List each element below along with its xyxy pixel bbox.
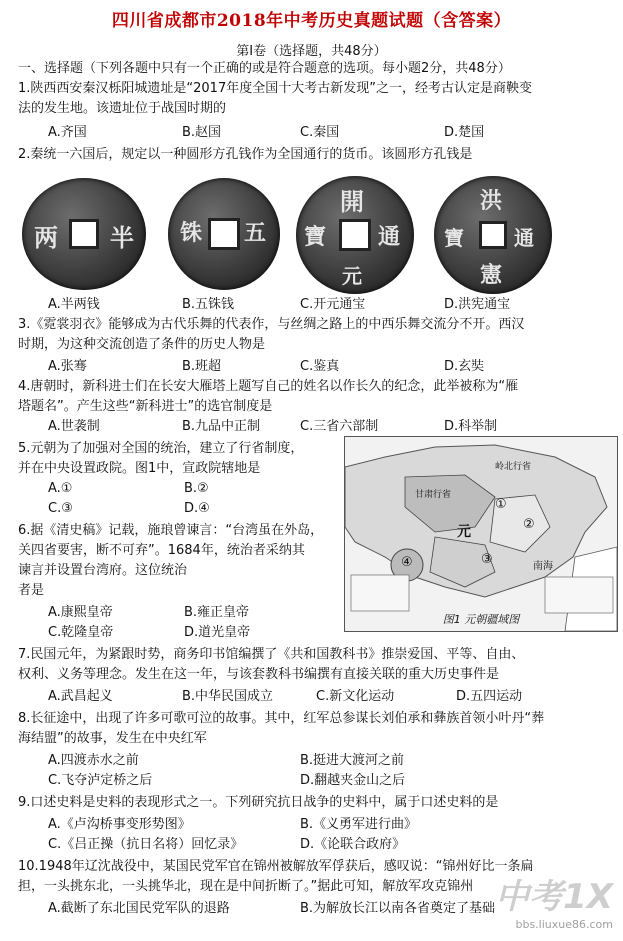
q4-line2: 塔题名”。产生这些“新科进士”的选官制度是 <box>18 399 273 414</box>
q8-option-b: B.挺进大渡河之前 <box>300 753 405 768</box>
map-marker-3: ③ <box>481 552 493 567</box>
q8-option-c: C.飞夺泸定桥之后 <box>48 773 153 788</box>
page-title: 四川省成都市2018年中考历史真题试题（含答案） <box>111 11 512 31</box>
q5-option-b: B.② <box>184 481 209 496</box>
q9-line1: 9.口述史料是史料的表现形式之一。下列研究抗日战争的史料中，属于口述史料的是 <box>18 795 499 810</box>
q6-option-b: B.雍正皇帝 <box>184 605 250 620</box>
q10-line2: 担，一头挑东北，一头挑华北，现在是中间折断了。”据此可知，解放军攻克锦州 <box>18 879 474 894</box>
q5-option-c: C.③ <box>48 501 73 516</box>
q7-option-b: B.中华民国成立 <box>182 689 274 704</box>
q6-line1: 6.据《清史稿》记载，施琅曾谏言：“台湾虽在外岛， <box>18 523 324 538</box>
q10-line1: 10.1948年辽沈战役中，某国民党军官在锦州被解放军俘获后，感叹说：“锦州好比一条扁 <box>18 859 534 874</box>
q3-line1: 3.《霓裳羽衣》能够成为古代乐舞的代表作，与丝绸之路上的中西乐舞交流分不开。西汉 <box>18 317 525 332</box>
q4-line1: 4.唐朝时，新科进士们在长安大雁塔上题写自己的姓名以作长久的纪念，此举被称为“雁 <box>18 379 519 394</box>
q5-option-a: A.① <box>48 481 73 496</box>
q1-option-b: B.赵国 <box>182 125 222 140</box>
q2-option-a: A.半两钱 <box>48 297 100 312</box>
q1-option-d: D.楚国 <box>444 125 485 140</box>
map-label-gansu: 甘肃行省 <box>415 490 452 500</box>
map-caption: 图1 元朝疆域图 <box>442 613 520 626</box>
q9-option-a: A.《卢沟桥事变形势图》 <box>48 817 191 832</box>
q1-option-a: A.齐国 <box>48 125 87 140</box>
q6-option-a: A.康熙皇帝 <box>48 605 113 620</box>
q7-option-d: D.五四运动 <box>456 689 523 704</box>
watermark <box>495 869 613 931</box>
yuan-dynasty-map <box>344 436 618 632</box>
watermark-logo: 中考1X <box>495 877 613 917</box>
q1-line1: 1.陕西西安秦汉栎阳城遗址是“2017年度全国十大考古新发现”之一，经考古认定是商鞅变 <box>18 81 532 96</box>
q8-option-a: A.四渡赤水之前 <box>48 753 139 768</box>
q8-line2: 海结盟”的故事，发生在中央红军 <box>18 731 207 746</box>
q5-line1: 5.元朝为了加强对全国的统治，建立了行省制度， <box>18 441 304 456</box>
q7-option-a: A.武昌起义 <box>48 689 113 704</box>
q4-option-b: B.九品中正制 <box>182 419 261 434</box>
q9-option-d: D.《论联合政府》 <box>300 837 406 852</box>
q6-line4: 者是 <box>18 583 45 598</box>
q3-option-d: D.玄奘 <box>444 359 485 374</box>
q5-option-d: D.④ <box>184 501 210 516</box>
coin-hongxian-image: 洪 憲 寶 通 <box>434 176 552 294</box>
q2-line1: 2.秦统一六国后，规定以一种圆形方孔钱作为全国通行的货币。该圆形方孔钱是 <box>18 147 473 162</box>
q7-option-c: C.新文化运动 <box>316 689 395 704</box>
coin-kaiyuan-image: 開 元 寶 通 <box>296 176 414 294</box>
q7-line2: 权利、义务等理念。发生在这一年，与该套教科书编撰有直接关联的重大历史事件是 <box>18 667 500 682</box>
q8-option-d: D.翻越夹金山之后 <box>300 773 406 788</box>
q4-option-d: D.科举制 <box>444 419 498 434</box>
q2-option-d: D.洪宪通宝 <box>444 297 511 312</box>
q2-option-b: B.五铢钱 <box>182 297 235 312</box>
map-label-nanhai: 南海 <box>533 561 553 572</box>
q6-line2: 关四省要害，断不可弃”。1684年，统治者采纳其 <box>18 543 305 558</box>
q9-option-b: B.《义勇军进行曲》 <box>300 817 418 832</box>
q3-option-c: C.鉴真 <box>300 359 340 374</box>
coin-wuzhu-image: 铢 五 <box>168 178 280 290</box>
coin-banliang-image: 两 半 <box>22 178 146 290</box>
map-label-lingbei: 岭北行省 <box>495 462 532 472</box>
q1-option-c: C.秦国 <box>300 125 340 140</box>
q8-line1: 8.长征途中，出现了许多可歌可泣的故事。其中，红军总参谋长刘伯承和彝族首领小叶丹“葬 <box>18 711 545 726</box>
map-marker-4: ④ <box>401 555 413 570</box>
q5-line2: 并在中央设置政院。图1中，宣政院辖地是 <box>18 461 261 476</box>
q4-option-a: A.世袭制 <box>48 419 100 434</box>
q7-line1: 7.民国元年，为紧跟时势，商务印书馆编撰了《共和国教科书》推崇爱国、平等、自由、 <box>18 647 525 662</box>
q6-option-c: C.乾隆皇帝 <box>48 625 114 640</box>
q4-option-c: C.三省六部制 <box>300 419 379 434</box>
q3-line2: 时期，为这种交流创造了条件的历史人物是 <box>18 337 266 352</box>
watermark-url: bbs.liuxue86.com <box>515 918 613 931</box>
instructions: 一、选择题（下列各题中只有一个正确的或是符合题意的选项。每小题2分，共48分） <box>18 61 511 76</box>
q3-option-b: B.班超 <box>182 359 222 374</box>
map-marker-2: ② <box>523 517 535 532</box>
map-drawing <box>345 437 617 631</box>
q2-option-c: C.开元通宝 <box>300 297 366 312</box>
q6-option-d: D.道光皇帝 <box>184 625 251 640</box>
q6-line3: 谏言并设置台湾府。这位统治 <box>18 563 188 578</box>
q1-line2: 法的发生地。该遗址位于战国时期的 <box>18 101 227 116</box>
map-label-yuan: 元 <box>457 524 471 540</box>
q3-option-a: A.张骞 <box>48 359 87 374</box>
q10-option-a: A.截断了东北国民党军队的退路 <box>48 901 230 916</box>
q9-option-c: C.《吕正操（抗日名将）回忆录》 <box>48 837 244 852</box>
section-heading: 第Ⅰ卷（选择题，共48分） <box>236 44 387 59</box>
q10-option-b: B.为解放长江以南各省奠定了基础 <box>300 901 496 916</box>
map-marker-1: ① <box>495 497 507 512</box>
